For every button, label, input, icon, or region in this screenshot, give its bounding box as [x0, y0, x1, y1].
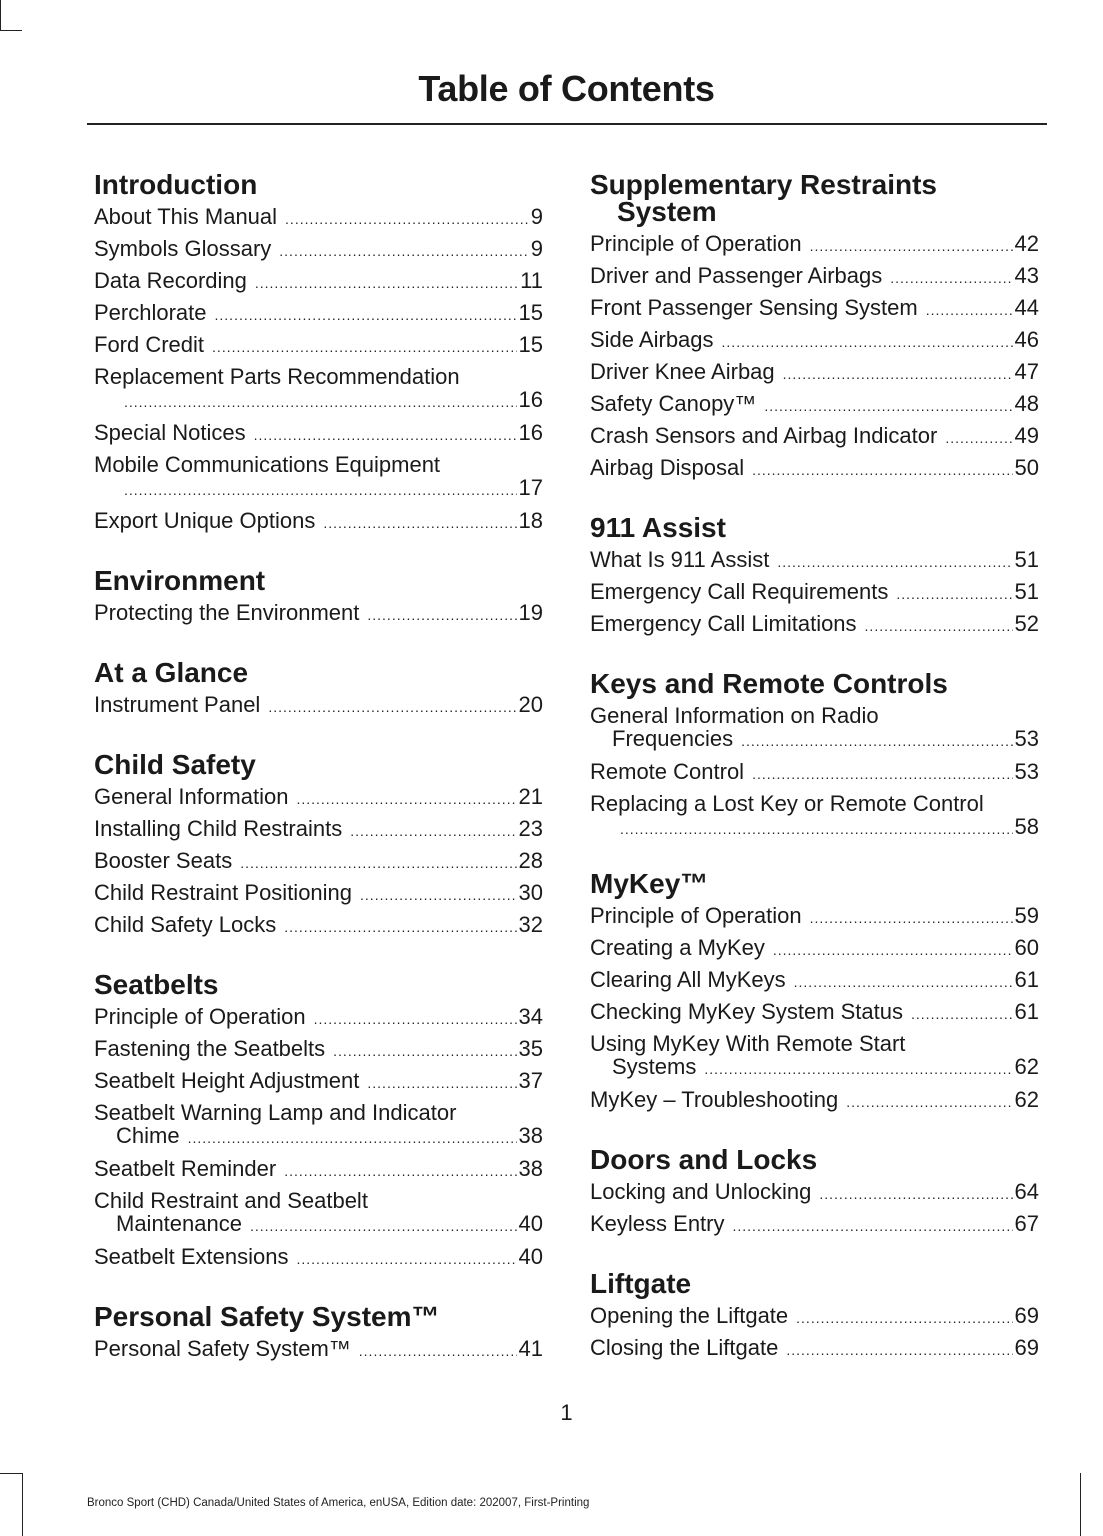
entry-title: Emergency Call Limitations	[590, 611, 857, 636]
toc-entry[interactable]	[590, 757, 1039, 789]
toc-section-911-assist	[590, 511, 1039, 641]
toc-entry[interactable]	[94, 298, 543, 330]
entry-title: Perchlorate	[94, 300, 207, 325]
entry-page-number: 40	[518, 1211, 543, 1236]
entry-page-number: 17	[518, 475, 543, 500]
entry-title: Personal Safety System™	[94, 1336, 351, 1361]
toc-entry[interactable]	[94, 1154, 543, 1186]
toc-entry[interactable]	[590, 357, 1039, 389]
entry-title: General Information on Radio	[590, 703, 879, 728]
dot-leader	[896, 579, 1012, 609]
toc-entry[interactable]	[590, 261, 1039, 293]
entry-page-number: 28	[518, 848, 543, 873]
entry-title: Fastening the Seatbelts	[94, 1036, 326, 1061]
page-title: Table of Contents	[418, 68, 715, 109]
title-rule	[87, 123, 1047, 125]
entry-page-number: 41	[518, 1336, 543, 1361]
dot-leader	[188, 1126, 517, 1150]
entry-page-number: 9	[530, 236, 543, 261]
entry-title: Locking and Unlocking	[590, 1179, 812, 1204]
dot-leader	[323, 508, 516, 538]
toc-entry[interactable]	[94, 202, 543, 234]
dot-leader	[360, 880, 516, 910]
toc-section-doors-and-locks	[590, 1143, 1039, 1241]
entry-title-continued: Systems	[612, 1054, 697, 1079]
entry-page-number: 38	[518, 1123, 543, 1148]
toc-entry[interactable]	[590, 965, 1039, 997]
entry-title: Ford Credit	[94, 332, 205, 357]
entry-page-number: 67	[1014, 1211, 1039, 1236]
toc-section-at-a-glance	[94, 656, 543, 722]
entry-page-number: 52	[1014, 611, 1039, 636]
dot-leader	[215, 300, 517, 330]
toc-column-left	[94, 168, 543, 1392]
dot-leader	[733, 1211, 1013, 1241]
toc-entry[interactable]	[590, 789, 1039, 841]
entry-title: Seatbelt Warning Lamp and Indicator	[94, 1100, 457, 1125]
toc-section-seatbelts	[94, 968, 543, 1274]
toc-entry[interactable]	[94, 330, 543, 362]
dot-leader	[911, 999, 1013, 1029]
entry-title: Special Notices	[94, 420, 246, 445]
toc-entry[interactable]	[94, 1002, 543, 1034]
dot-leader	[254, 420, 517, 450]
entry-page-number: 69	[1014, 1303, 1039, 1328]
section-heading: Liftgate	[590, 1268, 692, 1299]
entry-page-number: 20	[518, 692, 543, 717]
dot-leader	[333, 1036, 516, 1066]
crop-mark	[0, 0, 1, 30]
entry-page-number: 47	[1014, 359, 1039, 384]
entry-title: Opening the Liftgate	[590, 1303, 789, 1328]
entry-page-number: 64	[1014, 1179, 1039, 1204]
toc-entry[interactable]	[590, 421, 1039, 453]
entry-page-number: 16	[518, 420, 543, 445]
entry-page-number: 62	[1014, 1054, 1039, 1079]
dot-leader	[250, 1214, 517, 1238]
footer-edition: Bronco Sport (CHD) Canada/United States of America, enUSA, Edition date: 202007, First-Printing	[87, 1497, 590, 1509]
entry-page-number: 44	[1014, 295, 1039, 320]
toc-entry[interactable]	[590, 609, 1039, 641]
dot-leader	[945, 423, 1012, 453]
entry-title: Driver and Passenger Airbags	[590, 263, 883, 288]
dot-leader	[240, 848, 516, 878]
toc-entry[interactable]	[590, 1029, 1039, 1081]
entry-title: Mobile Communications Equipment	[94, 452, 441, 477]
entry-page-number: 51	[1014, 547, 1039, 572]
dot-leader	[620, 817, 1013, 841]
entry-title: Clearing All MyKeys	[590, 967, 786, 992]
dot-leader	[786, 1335, 1012, 1365]
entry-title: Instrument Panel	[94, 692, 261, 717]
toc-section-keys-and-remote-controls	[590, 667, 1039, 841]
toc-entry[interactable]	[94, 1066, 543, 1098]
entry-title: Protecting the Environment	[94, 600, 360, 625]
entry-title: Replacement Parts Recommendation	[94, 364, 460, 389]
dot-leader	[255, 268, 518, 298]
dot-leader	[722, 327, 1013, 357]
toc-entry[interactable]	[94, 690, 543, 722]
entry-page-number: 69	[1014, 1335, 1039, 1360]
entry-page-number: 30	[518, 880, 543, 905]
entry-page-number: 50	[1014, 455, 1039, 480]
entry-page-number: 61	[1014, 967, 1039, 992]
entry-page-number: 23	[518, 816, 543, 841]
entry-title: Safety Canopy™	[590, 391, 757, 416]
dot-leader	[268, 692, 516, 722]
entry-title: Seatbelt Reminder	[94, 1156, 277, 1181]
entry-title: About This Manual	[94, 204, 278, 229]
entry-title: Export Unique Options	[94, 508, 316, 533]
dot-leader	[810, 903, 1013, 933]
toc-entry[interactable]	[94, 418, 543, 450]
dot-leader	[926, 295, 1013, 325]
crop-mark	[22, 1473, 23, 1536]
dot-leader	[794, 967, 1013, 997]
dot-leader	[212, 332, 516, 362]
entry-page-number: 18	[518, 508, 543, 533]
toc-entry[interactable]	[94, 1034, 543, 1066]
dot-leader	[367, 600, 516, 630]
crop-mark	[0, 30, 22, 31]
section-heading: Personal Safety System™	[94, 1301, 440, 1332]
toc-entry[interactable]	[94, 506, 543, 538]
section-heading: Child Safety	[94, 749, 256, 780]
toc-entry[interactable]	[94, 1242, 543, 1274]
entry-title: Principle of Operation	[94, 1004, 306, 1029]
entry-page-number: 35	[518, 1036, 543, 1061]
section-heading: At a Glance	[94, 657, 249, 688]
toc-entry[interactable]	[590, 1209, 1039, 1241]
section-heading: Seatbelts	[94, 969, 219, 1000]
entry-page-number: 16	[518, 387, 543, 412]
dot-leader	[810, 231, 1013, 261]
entry-title-continued: Chime	[116, 1123, 180, 1148]
toc-entry[interactable]	[590, 389, 1039, 421]
toc-entry[interactable]	[590, 545, 1039, 577]
entry-title: Front Passenger Sensing System	[590, 295, 918, 320]
entry-title-continued: Frequencies	[612, 726, 734, 751]
entry-page-number: 51	[1014, 579, 1039, 604]
dot-leader	[704, 1057, 1012, 1081]
entry-page-number: 32	[518, 912, 543, 937]
crop-mark	[0, 1473, 22, 1474]
toc-entry[interactable]	[590, 453, 1039, 485]
toc-entry[interactable]	[94, 450, 543, 502]
entry-title-continued: Maintenance	[116, 1211, 242, 1236]
entry-title: Emergency Call Requirements	[590, 579, 889, 604]
section-heading: Supplementary Restraints System	[590, 169, 937, 227]
entry-page-number: 15	[518, 300, 543, 325]
dot-leader	[777, 547, 1012, 577]
toc-entry[interactable]	[94, 598, 543, 630]
toc-entry[interactable]	[590, 1301, 1039, 1333]
entry-title: Seatbelt Extensions	[94, 1244, 289, 1269]
dot-leader	[350, 816, 516, 846]
dot-leader	[124, 478, 517, 502]
dot-leader	[865, 611, 1013, 641]
dot-leader	[367, 1068, 516, 1098]
toc-entry[interactable]	[590, 701, 1039, 753]
dot-leader	[741, 729, 1012, 753]
entry-page-number: 37	[518, 1068, 543, 1093]
dot-leader	[764, 391, 1012, 421]
entry-page-number: 34	[518, 1004, 543, 1029]
section-heading: 911 Assist	[590, 512, 726, 543]
toc-entry[interactable]	[94, 1098, 543, 1150]
entry-title: Principle of Operation	[590, 231, 802, 256]
toc-section-liftgate	[590, 1267, 1039, 1365]
entry-page-number: 42	[1014, 231, 1039, 256]
toc-section-child-safety	[94, 748, 543, 942]
entry-title: Airbag Disposal	[590, 455, 745, 480]
dot-leader	[284, 1156, 516, 1186]
entry-title: Principle of Operation	[590, 903, 802, 928]
toc-entry[interactable]	[590, 325, 1039, 357]
toc-entry[interactable]	[94, 1186, 543, 1238]
entry-page-number: 48	[1014, 391, 1039, 416]
entry-page-number: 9	[530, 204, 543, 229]
entry-title: Installing Child Restraints	[94, 816, 343, 841]
entry-title: Replacing a Lost Key or Remote Control	[590, 791, 984, 816]
toc-entry[interactable]	[94, 1334, 543, 1366]
toc-entry[interactable]	[94, 846, 543, 878]
entry-title: What Is 911 Assist	[590, 547, 770, 572]
entry-page-number: 60	[1014, 935, 1039, 960]
entry-page-number: 21	[518, 784, 543, 809]
dot-leader	[819, 1179, 1012, 1209]
toc-entry[interactable]	[94, 910, 543, 942]
entry-title: Remote Control	[590, 759, 745, 784]
dot-leader	[296, 1244, 516, 1274]
entry-title: Child Restraint and Seatbelt	[94, 1188, 368, 1213]
entry-title: Side Airbags	[590, 327, 714, 352]
page-number: 1	[560, 1400, 573, 1425]
toc-section-personal-safety-system	[94, 1300, 543, 1366]
entry-title: Data Recording	[94, 268, 247, 293]
entry-title: Child Restraint Positioning	[94, 880, 353, 905]
dot-leader	[279, 236, 528, 266]
toc-entry[interactable]	[590, 997, 1039, 1029]
toc-entry[interactable]	[590, 933, 1039, 965]
entry-title: Using MyKey With Remote Start	[590, 1031, 906, 1056]
entry-page-number: 53	[1014, 726, 1039, 751]
entry-title: Checking MyKey System Status	[590, 999, 904, 1024]
entry-page-number: 53	[1014, 759, 1039, 784]
toc-entry[interactable]	[590, 229, 1039, 261]
entry-title: General Information	[94, 784, 289, 809]
dot-leader	[890, 263, 1012, 293]
entry-page-number: 58	[1014, 814, 1039, 839]
entry-page-number: 49	[1014, 423, 1039, 448]
entry-page-number: 62	[1014, 1087, 1039, 1112]
toc-entry[interactable]	[590, 577, 1039, 609]
toc-entry[interactable]	[590, 293, 1039, 325]
toc-entry[interactable]	[590, 1085, 1039, 1117]
entry-page-number: 19	[518, 600, 543, 625]
section-heading: Introduction	[94, 169, 258, 200]
dot-leader	[752, 759, 1012, 789]
toc-section-introduction	[94, 168, 543, 538]
toc-section-supplementary-restraints-system	[590, 168, 1039, 485]
entry-title: Child Safety Locks	[94, 912, 277, 937]
entry-title: Crash Sensors and Airbag Indicator	[590, 423, 938, 448]
entry-title: Driver Knee Airbag	[590, 359, 775, 384]
toc-entry[interactable]	[94, 362, 543, 414]
dot-leader	[752, 455, 1012, 485]
toc-entry[interactable]	[94, 878, 543, 910]
toc-entry[interactable]	[94, 234, 543, 266]
toc-entry[interactable]	[590, 1177, 1039, 1209]
section-heading: MyKey™	[590, 868, 709, 899]
toc-column-right	[590, 168, 1039, 1391]
entry-title: Keyless Entry	[590, 1211, 725, 1236]
entry-page-number: 15	[518, 332, 543, 357]
toc-entry[interactable]	[590, 901, 1039, 933]
section-heading: Doors and Locks	[590, 1144, 818, 1175]
entry-title: Symbols Glossary	[94, 236, 272, 261]
entry-title: MyKey – Troubleshooting	[590, 1087, 839, 1112]
dot-leader	[284, 912, 516, 942]
section-heading: Environment	[94, 565, 266, 596]
dot-leader	[296, 784, 516, 814]
entry-page-number: 46	[1014, 327, 1039, 352]
entry-page-number: 61	[1014, 999, 1039, 1024]
entry-title: Creating a MyKey	[590, 935, 765, 960]
toc-entry[interactable]	[94, 782, 543, 814]
entry-page-number: 38	[518, 1156, 543, 1181]
dot-leader	[796, 1303, 1012, 1333]
dot-leader	[773, 935, 1013, 965]
crop-mark	[1080, 1473, 1081, 1536]
entry-title: Seatbelt Height Adjustment	[94, 1068, 360, 1093]
toc-entry[interactable]	[94, 266, 543, 298]
dot-leader	[846, 1087, 1012, 1117]
entry-title: Booster Seats	[94, 848, 233, 873]
entry-title: Closing the Liftgate	[590, 1335, 779, 1360]
dot-leader	[124, 390, 517, 414]
toc-section-mykey	[590, 867, 1039, 1117]
dot-leader	[314, 1004, 517, 1034]
entry-page-number: 11	[520, 268, 543, 293]
section-heading: Keys and Remote Controls	[590, 668, 948, 699]
entry-page-number: 43	[1014, 263, 1039, 288]
entry-page-number: 59	[1014, 903, 1039, 928]
dot-leader	[285, 204, 529, 234]
toc-entry[interactable]	[94, 814, 543, 846]
entry-page-number: 40	[518, 1244, 543, 1269]
dot-leader	[783, 359, 1013, 389]
toc-section-environment	[94, 564, 543, 630]
dot-leader	[359, 1336, 517, 1366]
toc-entry[interactable]	[590, 1333, 1039, 1365]
